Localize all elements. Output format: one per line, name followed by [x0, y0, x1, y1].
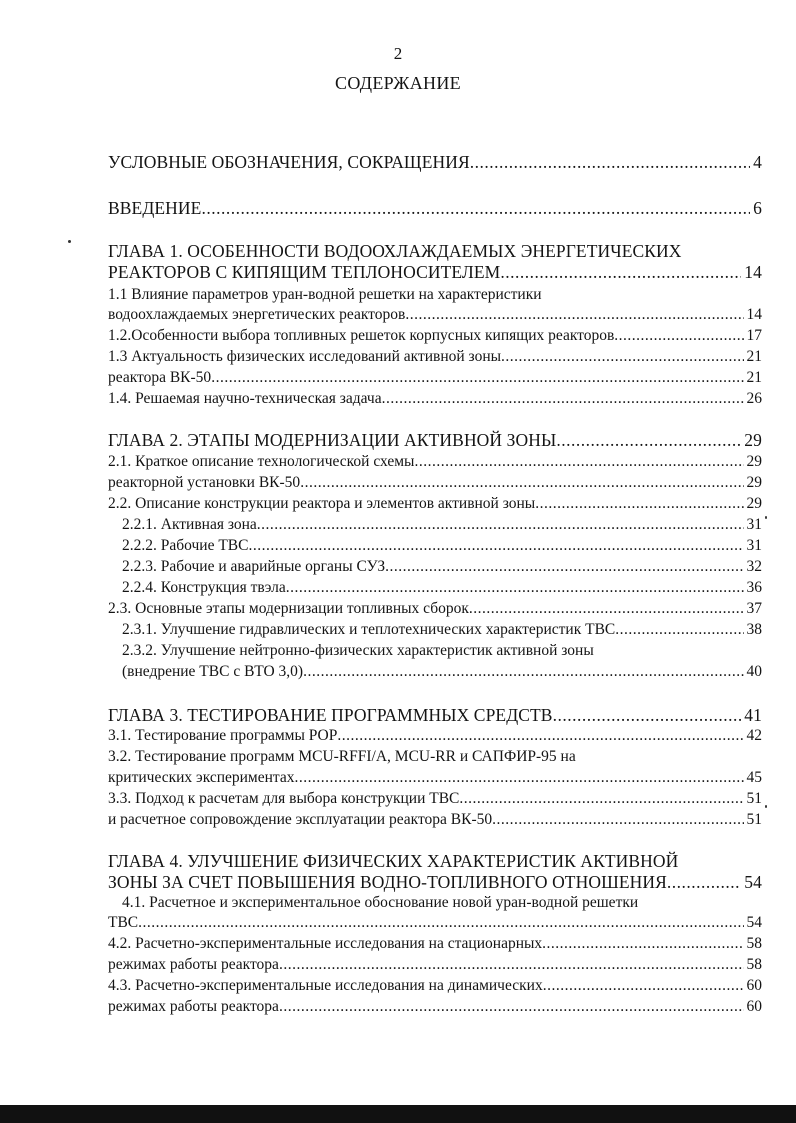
toc-entry-text: реакторной установки ВК-50 [108, 474, 301, 491]
toc-entry-text: режимах работы реактора [108, 998, 279, 1015]
toc-page-number: 29 [746, 474, 762, 491]
toc-section-2-2-2[interactable] [122, 535, 762, 557]
toc-section-4-2b[interactable] [108, 954, 762, 976]
toc-section-1-1[interactable] [108, 304, 762, 326]
toc-section-2-3-1[interactable] [122, 619, 762, 641]
toc-page-number: 45 [746, 769, 762, 786]
page-title: СОДЕРЖАНИЕ [335, 73, 461, 93]
toc-page-number: 29 [746, 495, 762, 512]
toc-entry-text: ГЛАВА 2. ЭТАПЫ МОДЕРНИЗАЦИИ АКТИВНОЙ ЗОНЫ [108, 430, 557, 450]
scan-speck [68, 240, 71, 243]
toc-entry-abbreviations[interactable] [108, 151, 762, 173]
toc-page-number: 32 [746, 558, 762, 575]
toc-entry-text: 4.3. Расчетно-экспериментальные исследования на динамических [108, 977, 543, 994]
toc-section-1-3b[interactable] [108, 367, 762, 389]
toc-entry-text: 2.3. Основные этапы модернизации топливных сборок [108, 600, 469, 617]
toc-entry-text: УСЛОВНЫЕ ОБОЗНАЧЕНИЯ, СОКРАЩЕНИЯ [108, 152, 470, 172]
toc-page-number: 26 [746, 390, 762, 407]
toc-entry-text: 1.4. Решаемая научно-техническая задача [108, 390, 382, 407]
toc-page-number: 54 [746, 914, 762, 931]
toc-section-2-2-3[interactable] [122, 556, 762, 578]
toc-page-number: 29 [746, 453, 762, 470]
toc-section-3-1[interactable] [108, 725, 762, 747]
toc-page-number: 60 [746, 977, 762, 994]
toc-page-number: 14 [746, 306, 762, 323]
scan-bottom-edge [0, 1105, 796, 1123]
toc-page-number: 54 [744, 872, 762, 892]
toc-entry-text: РЕАКТОРОВ С КИПЯЩИМ ТЕПЛОНОСИТЕЛЕМ [108, 262, 501, 282]
toc-entry-introduction[interactable] [108, 197, 762, 219]
toc-entry-text: ГЛАВА 3. ТЕСТИРОВАНИЕ ПРОГРАММНЫХ СРЕДСТВ [108, 705, 553, 725]
toc-page-number: 29 [744, 430, 762, 450]
toc-chapter-3[interactable] [108, 704, 762, 726]
toc-section-2-1[interactable] [108, 451, 762, 473]
toc-page-number: 31 [746, 516, 762, 533]
toc-entry-text: режимах работы реактора [108, 956, 279, 973]
toc-section-4-1-title[interactable]: 4.1. Расчетное и экспериментальное обоснование новой уран-водной решетки [122, 894, 639, 911]
toc-entry-text: критических экспериментах [108, 769, 295, 786]
toc-section-1-2[interactable] [108, 325, 762, 347]
toc-page-number: 40 [746, 663, 762, 680]
toc-section-2-1b[interactable] [108, 472, 762, 494]
toc-entry-text: ВВЕДЕНИЕ [108, 198, 202, 218]
toc-section-1-3[interactable] [108, 346, 762, 368]
toc-section-4-2[interactable] [108, 933, 762, 955]
toc-section-1-1-title[interactable]: 1.1 Влияние параметров уран-водной решетки на характеристики [108, 286, 542, 303]
toc-section-1-4[interactable] [108, 388, 762, 410]
toc-section-2-2[interactable] [108, 493, 762, 515]
toc-entry-text: реактора ВК-50 [108, 369, 212, 386]
toc-chapter-4[interactable] [108, 871, 762, 893]
toc-section-2-3-2[interactable] [122, 661, 762, 683]
toc-entry-text: водоохлаждаемых энергетических реакторов [108, 306, 406, 323]
toc-chapter-2[interactable] [108, 429, 762, 451]
toc-entry-text: 1.3 Актуальность физических исследований активной зоны [108, 348, 502, 365]
toc-entry-text: 1.2.Особенности выбора топливных решеток корпусных кипящих реакторов [108, 327, 615, 344]
toc-section-3-2[interactable] [108, 767, 762, 789]
toc-entry-text: 2.1. Краткое описание технологической схемы [108, 453, 415, 470]
toc-chapter-1[interactable] [108, 261, 762, 283]
toc-page-number: 4 [753, 152, 762, 172]
toc-page-number: 41 [744, 705, 762, 725]
page-number: 2 [393, 44, 403, 63]
toc-entry-text: 2.2.2. Рабочие ТВС [122, 537, 249, 554]
toc-section-4-3[interactable] [108, 975, 762, 997]
toc-entry-text: 3.3. Подход к расчетам для выбора конструкции ТВС [108, 790, 460, 807]
toc-section-4-1[interactable] [108, 912, 762, 934]
toc-page-number: 38 [746, 621, 762, 638]
toc-entry-text: 2.2.1. Активная зона [122, 516, 257, 533]
toc-page-number: 42 [746, 727, 762, 744]
toc-page-number: 17 [746, 327, 762, 344]
toc-entry-text: 2.3.1. Улучшение гидравлических и теплотехнических характеристик ТВС [122, 621, 616, 638]
toc-section-2-3[interactable] [108, 598, 762, 620]
toc-page-number: 14 [744, 262, 762, 282]
toc-section-2-3-2-title[interactable]: 2.3.2. Улучшение нейтронно-физических характеристик активной зоны [122, 642, 594, 659]
toc-chapter-1-title[interactable]: ГЛАВА 1. ОСОБЕННОСТИ ВОДООХЛАЖДАЕМЫХ ЭНЕРГЕТИЧЕСКИХ [108, 241, 682, 261]
toc-entry-text: (внедрение ТВС с ВТО 3,0) [122, 663, 304, 680]
toc-page-number: 58 [746, 956, 762, 973]
toc-entry-text: 4.2. Расчетно-экспериментальные исследования на стационарных [108, 935, 543, 952]
toc-entry-text: 2.2. Описание конструкции реактора и элементов активной зоны [108, 495, 536, 512]
toc-page-number: 58 [746, 935, 762, 952]
toc-page-number: 21 [746, 369, 762, 386]
toc-entry-text: и расчетное сопровождение эксплуатации реактора ВК-50 [108, 811, 493, 828]
toc-section-4-3b[interactable] [108, 996, 762, 1018]
toc-entry-text: 2.2.3. Рабочие и аварийные органы СУЗ [122, 558, 386, 575]
toc-section-3-2-title[interactable]: 3.2. Тестирование программ MCU-RFFI/A, MCU-RR и САПФИР-95 на [108, 748, 576, 765]
scan-speck [765, 516, 767, 519]
toc-section-3-3b[interactable] [108, 809, 762, 831]
toc-entry-text: 3.1. Тестирование программы РОР [108, 727, 338, 744]
scan-speck [765, 805, 767, 808]
toc-section-2-2-4[interactable] [122, 577, 762, 599]
toc-section-3-3[interactable] [108, 788, 762, 810]
toc-chapter-4-title[interactable]: ГЛАВА 4. УЛУЧШЕНИЕ ФИЗИЧЕСКИХ ХАРАКТЕРИСТИК АКТИВНОЙ [108, 851, 679, 871]
toc-page-number: 31 [746, 537, 762, 554]
toc-page-number: 51 [746, 790, 762, 807]
toc-page-number: 21 [746, 348, 762, 365]
toc-page-number: 37 [746, 600, 762, 617]
toc-page-number: 51 [746, 811, 762, 828]
toc-entry-text: 2.2.4. Конструкция твэла [122, 579, 286, 596]
toc-entry-text: ТВС [108, 914, 139, 931]
toc-page-number: 6 [753, 198, 762, 218]
toc-entry-text: ЗОНЫ ЗА СЧЕТ ПОВЫШЕНИЯ ВОДНО-ТОПЛИВНОГО ОТНОШЕНИЯ [108, 872, 667, 892]
toc-page-number: 36 [746, 579, 762, 596]
toc-page-number: 60 [746, 998, 762, 1015]
toc-section-2-2-1[interactable] [122, 514, 762, 536]
